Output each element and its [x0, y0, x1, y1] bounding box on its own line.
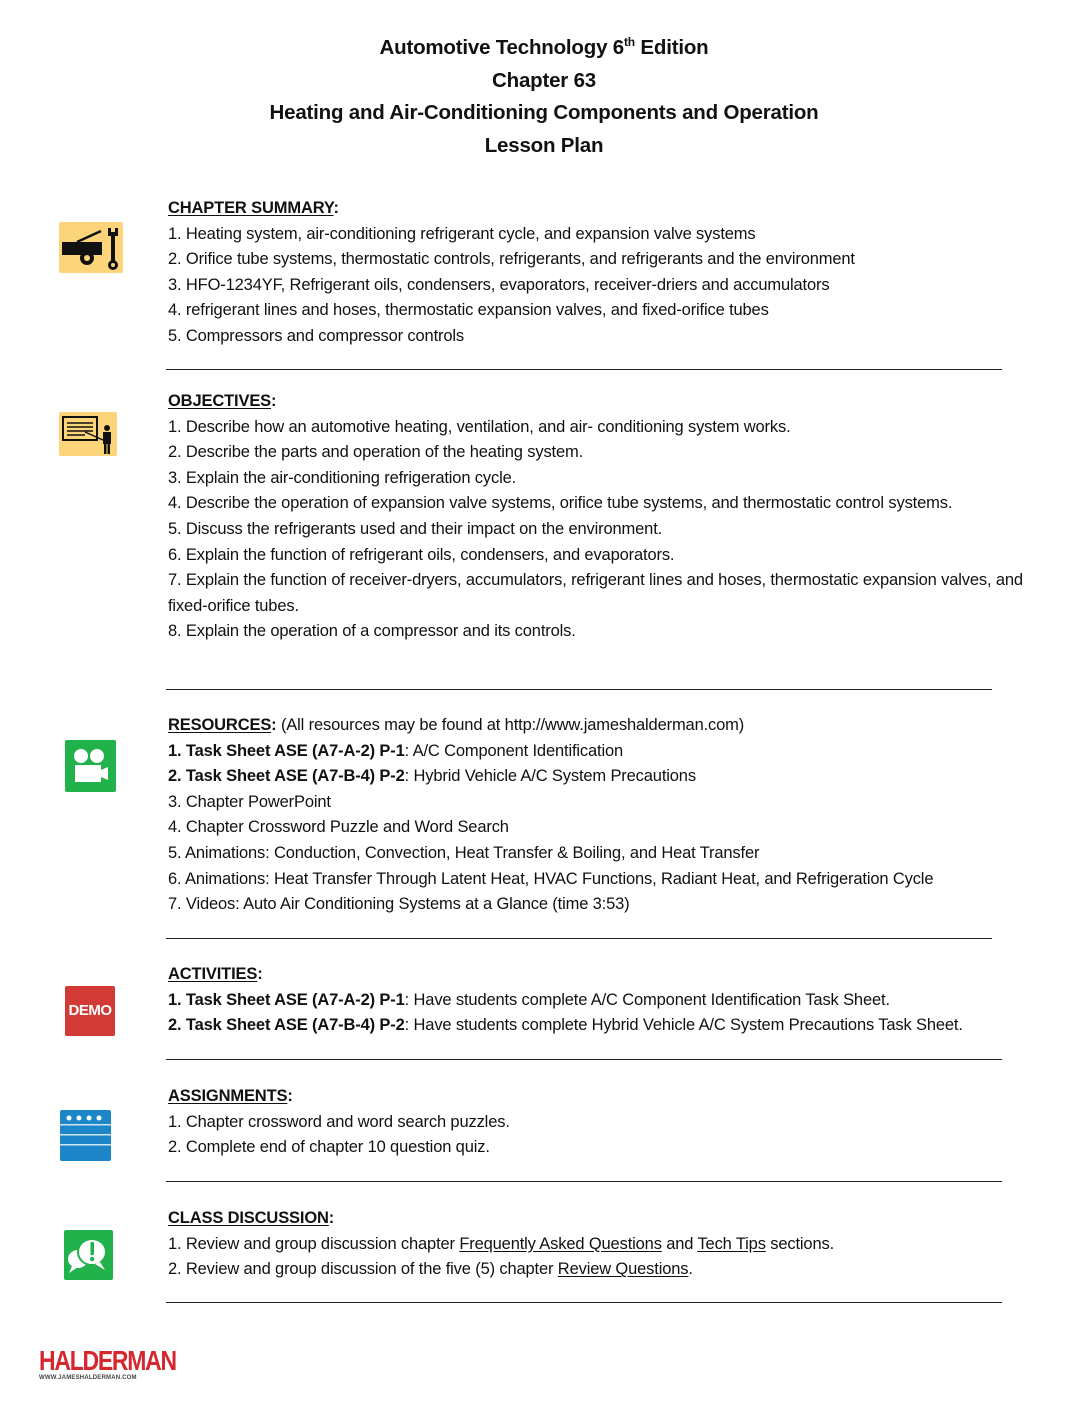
title-line-lesson-plan: Lesson Plan — [484, 133, 604, 157]
speech-bubbles-exclamation-icon — [64, 1230, 113, 1280]
section-divider — [166, 689, 992, 690]
list-item: 4. Chapter Crossword Puzzle and Word Search — [168, 818, 509, 837]
objectives-heading: OBJECTIVES: — [168, 392, 277, 410]
demo-icon: DEMO — [65, 986, 115, 1036]
list-item: 2. Task Sheet ASE (A7-B-4) P-2: Have students complete Hybrid Vehicle A/C System Precautions Task Sheet. — [168, 1016, 963, 1035]
assignments-content — [168, 1084, 1028, 1161]
title-line-book: Automotive Technology 6th Edition — [379, 35, 709, 59]
list-item: 3. Chapter PowerPoint — [168, 792, 331, 811]
class-discussion-content — [168, 1206, 1028, 1283]
list-item: 2. Task Sheet ASE (A7-B-4) P-2: Hybrid Vehicle A/C System Precautions — [168, 767, 696, 786]
list-item: 5. Discuss the refrigerants used and their impact on the environment. — [168, 519, 663, 538]
halderman-logo: HALDERMAN WWW.JAMESHALDERMAN.COM — [39, 1345, 176, 1381]
list-item: 1. Review and group discussion chapter Frequently Asked Questions and Tech Tips sections. — [168, 1234, 835, 1253]
resources-content — [168, 713, 1028, 918]
title-line-chapter: Chapter 63 — [492, 68, 596, 92]
resources-note: (All resources may be found at http://www.jameshalderman.com) — [276, 716, 745, 734]
section-divider — [166, 1181, 1002, 1182]
list-item: 2. Orifice tube systems, thermostatic controls, refrigerants, and refrigerants and the environment — [168, 250, 855, 269]
document-title — [0, 32, 1088, 162]
section-divider — [166, 1302, 1002, 1303]
task-sheet-link[interactable]: 1. Task Sheet ASE (A7-A-2) P-1 — [168, 990, 405, 1009]
list-item: 7. Explain the function of receiver-dryers, accumulators, refrigerant lines and hoses, thermostatic expansion valves, and fixed-orifice tubes. — [168, 571, 1023, 615]
section-divider — [166, 1059, 1002, 1060]
activities-content — [168, 962, 1028, 1039]
list-item: 3. Explain the air-conditioning refrigeration cycle. — [168, 468, 517, 487]
chapter-summary-content — [168, 196, 1028, 350]
list-item: 5. Compressors and compressor controls — [168, 326, 464, 345]
section-divider — [166, 938, 992, 939]
tech-tips-link[interactable]: Tech Tips — [697, 1234, 766, 1253]
task-sheet-link[interactable]: 2. Task Sheet ASE (A7-B-4) P-2 — [168, 1016, 405, 1035]
list-item: 7. Videos: Auto Air Conditioning Systems at a Glance (time 3:53) — [168, 895, 630, 914]
assignments-heading: ASSIGNMENTS: — [168, 1087, 293, 1105]
list-item: 4. Describe the operation of expansion valve systems, orifice tube systems, and thermostatic control systems. — [168, 494, 953, 513]
list-item: 5. Animations: Conduction, Convection, Heat Transfer & Boiling, and Heat Transfer — [168, 843, 760, 862]
list-item: 4. refrigerant lines and hoses, thermostatic expansion valves, and fixed-orifice tubes — [168, 301, 769, 320]
resources-heading: RESOURCES: (All resources may be found at http://www.jameshalderman.com) — [168, 716, 745, 734]
video-camera-icon — [65, 740, 116, 792]
review-questions-link[interactable]: Review Questions — [557, 1260, 689, 1279]
list-item: 6. Explain the function of refrigerant oils, condensers, and evaporators. — [168, 545, 675, 564]
notepad-icon — [60, 1110, 111, 1161]
task-sheet-link[interactable]: 1. Task Sheet ASE (A7-A-2) P-1 — [168, 741, 405, 760]
section-divider — [166, 369, 1002, 370]
car-repair-wrench-icon — [59, 222, 123, 273]
activities-heading: ACTIVITIES: — [168, 965, 263, 983]
list-item: 1. Task Sheet ASE (A7-A-2) P-1: Have students complete A/C Component Identification Task Sheet. — [168, 990, 890, 1009]
class-discussion-heading: CLASS DISCUSSION: — [168, 1209, 335, 1227]
list-item: 6. Animations: Heat Transfer Through Latent Heat, HVAC Functions, Radiant Heat, and Refrigeration Cycle — [168, 869, 934, 888]
list-item: 2. Describe the parts and operation of the heating system. — [168, 443, 584, 462]
list-item: 1. Describe how an automotive heating, ventilation, and air- conditioning system works. — [168, 417, 791, 436]
list-item: 2. Review and group discussion of the five (5) chapter Review Questions. — [168, 1260, 693, 1279]
task-sheet-link[interactable]: 2. Task Sheet ASE (A7-B-4) P-2 — [168, 767, 405, 786]
list-item: 1. Heating system, air-conditioning refrigerant cycle, and expansion valve systems — [168, 224, 756, 243]
list-item: 2. Complete end of chapter 10 question quiz. — [168, 1138, 490, 1157]
list-item: 1. Task Sheet ASE (A7-A-2) P-1: A/C Component Identification — [168, 741, 624, 760]
title-line-topic: Heating and Air-Conditioning Components and Operation — [269, 101, 819, 124]
list-item: 3. HFO-1234YF, Refrigerant oils, condensers, evaporators, receiver-driers and accumulators — [168, 275, 830, 294]
faq-link[interactable]: Frequently Asked Questions — [459, 1234, 662, 1253]
list-item: 8. Explain the operation of a compressor and its controls. — [168, 622, 576, 641]
chapter-summary-heading: CHAPTER SUMMARY: — [168, 199, 339, 217]
list-item: 1. Chapter crossword and word search puzzles. — [168, 1112, 510, 1131]
objectives-content — [168, 389, 1028, 645]
teacher-presentation-icon — [59, 412, 117, 456]
